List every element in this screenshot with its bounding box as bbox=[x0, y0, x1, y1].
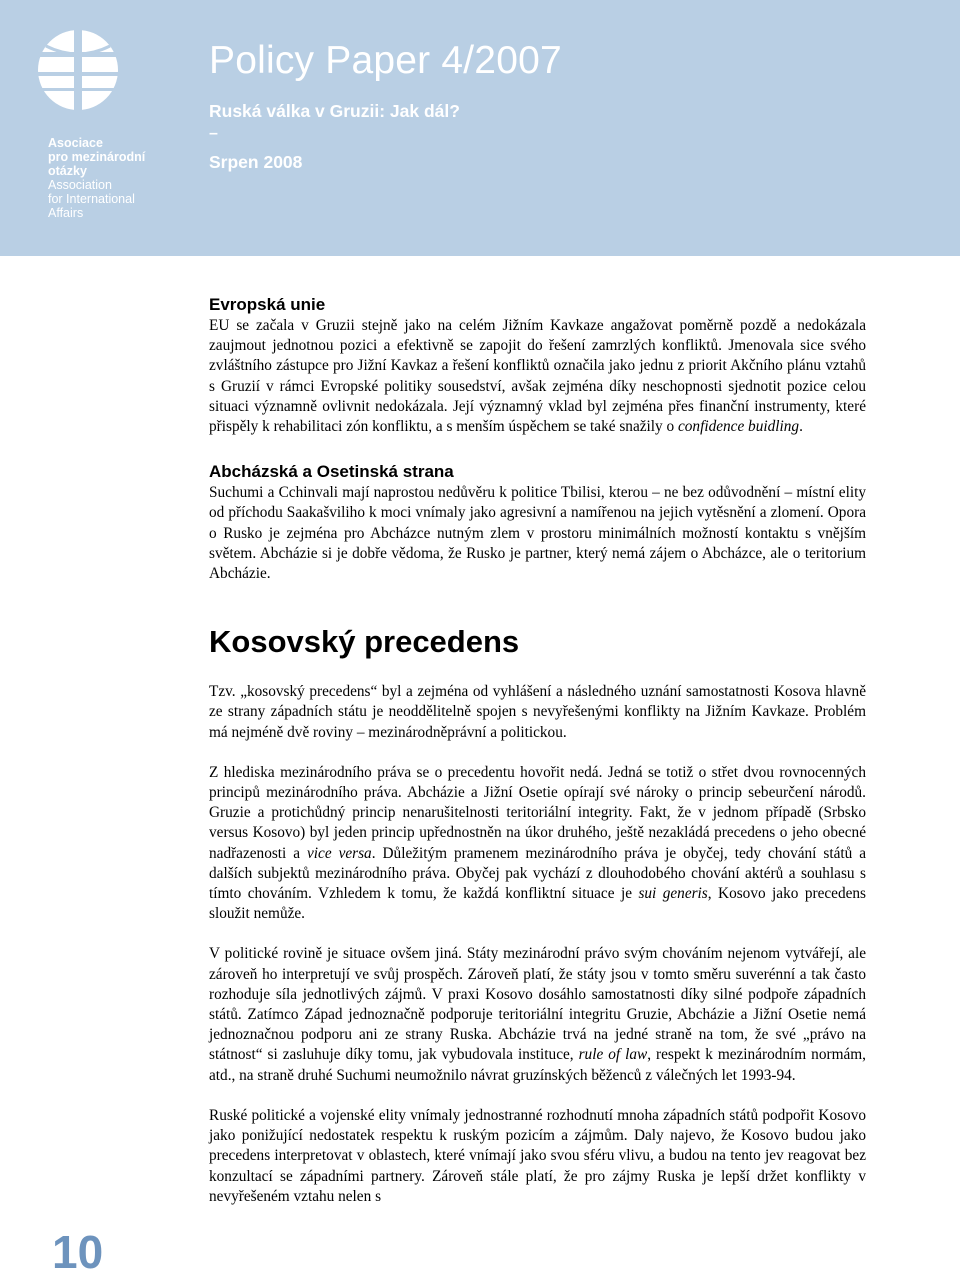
paragraph-eu bbox=[209, 316, 866, 437]
paragraph-eu-italic: confidence buidling bbox=[677, 418, 800, 436]
paragraph-eu-end: . bbox=[799, 418, 803, 436]
paper-date: Srpen 2008 bbox=[209, 152, 303, 172]
paragraph-kosovo-2-text-a: Z hlediska mezinárodního práva se o precedentu hovořit nedá. Jedná se totiž o střet dvou rovnocenných principů mezinárodního práva. Abcházie a Jižní Osetie opírají své nároky o princip sebeurčení národů. Gruzie a protichůdný princip nenarušitelnosti teritoriální integrity. Fakt, že v jednom případě (Srbsko versus Kosovo) byl jeden princip upřednostněn na úkor druhého, ještě nezakládá precedens o jeho obecné nadřazenosti a bbox=[209, 763, 866, 862]
paper-subtitle: Ruská válka v Gruzii: Jak dál? bbox=[209, 101, 460, 121]
paragraph-kosovo-2-italic-1: vice versa bbox=[307, 844, 372, 862]
page-number: 10 bbox=[52, 1226, 104, 1278]
paragraph-eu-text: EU se začala v Gruzii stejně jako na celém Jižním Kavkaze angažovat poměrně pozdě a nedokázala zaujmout jednotnou pozici a efektivně se zapojit do řešení zamrzlých konfliktů. Jmenovala sice svého zvláštního zástupce pro Jižní Kavkaz a řešení konfliktů označila jako jednu z priorit Akčního plánu vztahů s Gruzií v rámci Evropské politiky sousedství, avšak zejména díky neschopnosti sjednotit pozice celou situaci významně ovlivnit nedokázala. Její významný vklad byl zejména přes finanční instrumenty, které přispěly k rehabilitaci zón konfliktu, a s menším úspěchem se také snažily o bbox=[209, 317, 866, 436]
paragraph-kosovo-4: Ruské politické a vojenské elity vnímaly jednostranné rozhodnutí mnoha západních států podpořit Kosovo jako ponižující nedostatek respektu k ruským pozicím a zájmům. Daly najevo, že Kosovo budou jako precedens interpretovat v oblastech, které vnímají jako svou sféru vlivu, a budou na tento jev reagovat bez konzultací se západními partnery. Zároveň stále platí, že pro zájmy Ruska je lepší držet konflikty v nevyřešeném vztahu nelen s bbox=[209, 1106, 866, 1205]
paragraph-kosovo-2 bbox=[209, 763, 866, 925]
header-band bbox=[0, 0, 960, 256]
organization-name bbox=[48, 136, 198, 220]
org-name-en-3: Affairs bbox=[48, 206, 84, 220]
org-name-cz-3: otázky bbox=[48, 164, 87, 178]
paragraph-kosovo-3 bbox=[209, 944, 866, 1085]
org-name-en-1: Association bbox=[48, 178, 112, 192]
org-name-cz-2: pro mezinárodní bbox=[48, 150, 146, 164]
paragraph-abkhaz: Suchumi a Cchinvali mají naprostou nedůvěru k politice Tbilisi, kterou – ne bez odůvodnění – místní elity od příchodu Saakašviliho k moci vnímaly jako agresivní a namířenou na jejich vytěsnění a zlomení. Opora o Rusko je zejména pro Abcházce nutným zlem v prostoru minimálních možností kontaktu s vnějším světem. Abcházie si je dobře vědoma, že Rusko je partner, který nemá zájem o Abcházce, ale o teritorium Abcházie. bbox=[209, 484, 866, 583]
section-heading-abkhaz: Abcházská a Osetinská strana bbox=[209, 462, 454, 482]
subtitle-dash: – bbox=[209, 125, 218, 142]
paper-title: Policy Paper 4/2007 bbox=[209, 39, 562, 82]
paragraph-kosovo-2-italic-2: sui generis bbox=[638, 885, 708, 903]
paragraph-kosovo-1: Tzv. „kosovský precedens“ byl a zejména od vyhlášení a následného uznání samostatnosti Kosova hlavně ze strany západních státu je neoddělitelně spojen s nevyřešenými konflikty na Jižním Kavkaze. Problém má nejméně dvě roviny – mezinárodněprávní a politickou. bbox=[209, 683, 866, 741]
main-content bbox=[209, 294, 866, 1207]
paragraph-kosovo-2-text-b: . Důležitým pramenem mezinárodního práva je obyčej, tedy chování států a dalších subjektů mezinárodního práva. Obyčej pak vychází z dlouhodobého chování aktérů a souhlasu s tímto chováním. Vzhledem k tomu, že každá konfliktní situace je bbox=[209, 844, 866, 903]
globe-cross-logo-icon bbox=[36, 28, 120, 112]
paragraph-kosovo-2-text-c: , Kosovo jako precedens sloužit nemůže. bbox=[209, 885, 866, 923]
org-name-cz-1: Asociace bbox=[48, 136, 103, 150]
paragraph-kosovo-3-text-a: V politické rovině je situace ovšem jiná. Státy mezinárodní právo svým chováním nejenom vytvářejí, ale zároveň ho interpretují ve svůj prospěch. Zároveň platí, že státy jsou v tomto směru suverénní a tak často rozhoduje síla jednotlivých zájmů. V praxi Kosovo dosáhlo samostatnosti díky silné podpoře západních států. Zatímco Západ jednoznačně podporuje teritoriální integritu Gruzie, Abcházie a Jižní Osetie nemá jednoznačnou podporu ani ze strany Ruska. Abcházie trvá na jedné straně na tom, že své „právo na státnost“ si zasluhuje díky tomu, jak vybudovala instituce, bbox=[209, 945, 866, 1064]
paragraph-kosovo-3-italic: rule of law bbox=[578, 1046, 648, 1064]
section-heading-kosovo: Kosovský precedens bbox=[209, 624, 520, 660]
org-name-en-2: for International bbox=[48, 192, 135, 206]
paragraph-kosovo-3-text-b: , respekt k mezinárodním normám, atd., na straně druhé Suchumi neumožnilo návrat gruzínských běženců z válečných let 1993-94. bbox=[209, 1046, 866, 1084]
section-heading-eu: Evropská unie bbox=[209, 295, 326, 314]
